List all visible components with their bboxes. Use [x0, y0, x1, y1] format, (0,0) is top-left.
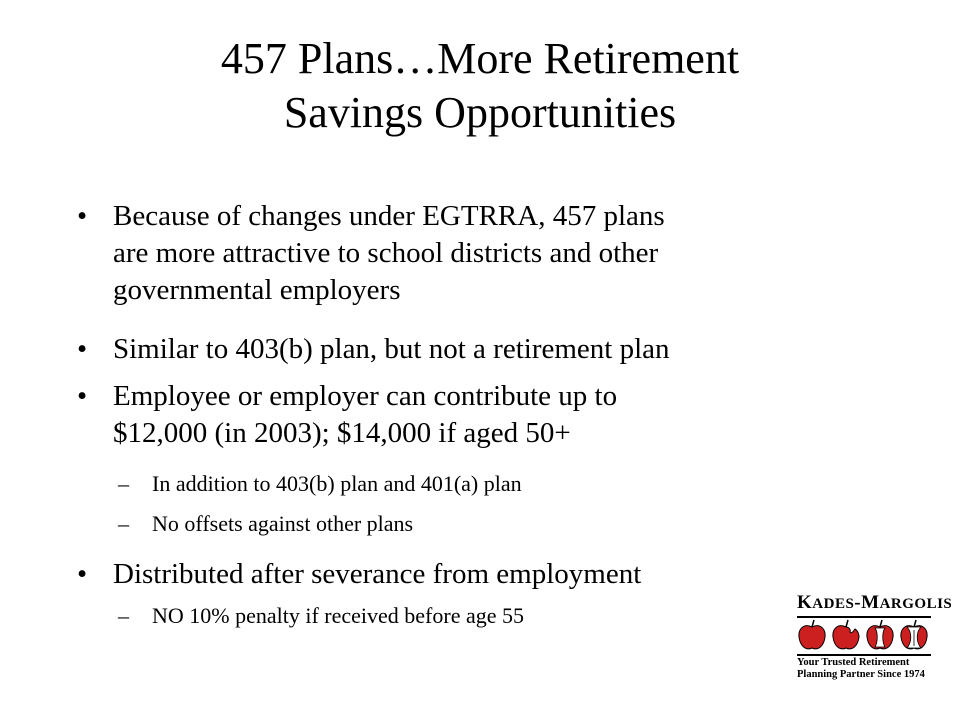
title-line-1: 457 Plans…More Retirement [220, 34, 740, 83]
bullet-line: Similar to 403(b) plan, but not a retirement plan [113, 333, 670, 365]
bullet-line: $12,000 (in 2003); $14,000 if aged 50+ [113, 417, 571, 449]
logo-m: M [861, 592, 880, 613]
sub-bullet-line: No offsets against other plans [152, 511, 414, 536]
apple-bitten-icon [833, 620, 859, 649]
dash-mark: – [118, 511, 129, 536]
logo-rule-bottom [797, 654, 931, 656]
bullet-line: are more attractive to school districts and other [113, 237, 659, 269]
bullet-mark: • [77, 380, 88, 412]
bullet-mark: • [77, 200, 88, 232]
bullet-text [113, 378, 833, 452]
sub-bullet-line: In addition to 403(b) plan and 401(a) plan [152, 471, 522, 496]
bullet-line: Distributed after severance from employment [113, 558, 642, 590]
bullet-mark: • [77, 558, 88, 590]
bullet-text [113, 198, 833, 309]
bullet-line: governmental employers [113, 274, 401, 306]
sub-bullet-text [152, 469, 792, 499]
logo-wordmark [797, 592, 953, 614]
apple-half-eaten-icon [867, 620, 893, 649]
logo-argolis: ARGOLIS [879, 596, 953, 612]
apple-whole-icon [799, 620, 825, 649]
apples-icon [795, 618, 935, 652]
tagline-line-1: Your Trusted Retirement [797, 657, 910, 668]
sub-bullet-text [152, 509, 792, 539]
logo-ades: ADES [812, 596, 855, 612]
sub-bullet-text [152, 601, 792, 631]
logo-sep: - [854, 592, 862, 613]
logo-k: K [797, 592, 813, 613]
apple-core-icon [901, 620, 927, 649]
bullet-mark: • [77, 333, 88, 365]
kades-margolis-logo [795, 592, 953, 692]
tagline-line-2: Planning Partner Since 1974 [797, 669, 925, 680]
dash-mark: – [118, 603, 129, 628]
bullet-line: Because of changes under EGTRRA, 457 plans [113, 200, 665, 232]
bullet-text [113, 331, 833, 368]
bullet-line: Employee or employer can contribute up to [113, 380, 618, 412]
logo-tagline [797, 657, 937, 681]
dash-mark: – [118, 471, 129, 496]
bullet-text [113, 556, 833, 593]
title-line-2: Savings Opportunities [283, 88, 677, 137]
sub-bullet-line: NO 10% penalty if received before age 55 [152, 603, 525, 628]
